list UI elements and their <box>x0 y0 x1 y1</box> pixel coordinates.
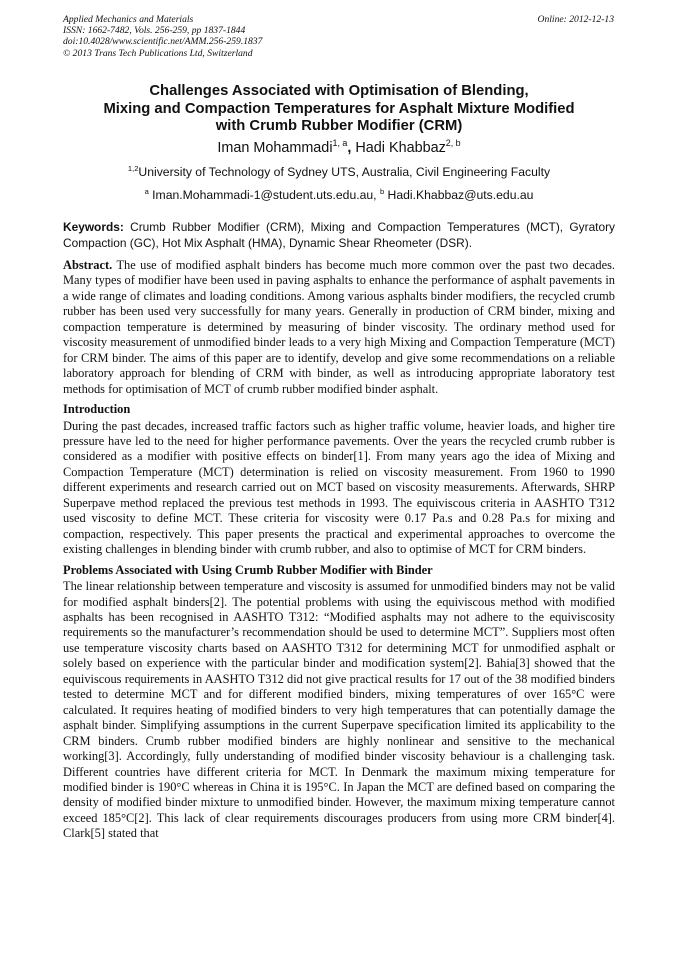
online-date: Online: 2012-12-13 <box>537 14 614 25</box>
doi-line: doi:10.4028/www.scientific.net/AMM.256-259.1837 <box>63 36 263 48</box>
introduction-paragraph: During the past decades, increased traffic factors such as higher traffic volume, heavier loads, and higher tire pressure have led to the need for higher performance pavements. Over the years the recycled crumb rubber is considered as a modifier with positive effects on binder[1]. From many years ago the idea of Mixing and Compaction Temperature (MCT) determination is relied on viscosity measurement. From 1960 to 1990 different experiments and research carried out on MCT based on viscosity measurements. Afterwards, SHRP Superpave method replaced the previous test methods in 1993. The equiviscous criteria in AASHTO T312 used viscosity to define MCT. These criteria for viscosity were 0.17 Pa.s and 0.28 Pa.s for mixing and compaction, respectively. This paper presents the practical and experimental approaches to overcome the existing challenges in blending binder with crumb rubber, and also to optimise of MCT for CRM binders. <box>63 418 615 557</box>
problems-heading: Problems Associated with Using Crumb Rubber Modifier with Binder <box>63 562 433 577</box>
problems-paragraph: The linear relationship between temperature and viscosity is assumed for unmodified binders may not be valid for modified asphalt binders[2]. The potential problems with using the equiviscous method with modified asphalts has been recognised in AASHTO T312: “Modified asphalts may not adhere to the equiviscosity requirements so the manufacturer’s recommendation should be used to determine MCT”. Suppliers most often use temperature viscosity charts based on AASHTO T312 for determining MCT for unmodified asphalt or solely based on experience with the particular binder and modification system[2]. Bahia[3] showed that the equiviscous requirements in AASHTO T312 did not give practical results for 17 out of the 38 modified binders tested to determine MCT and for different modified binders, mixing temperatures of over 165°C were calculated. It requires heating of modified binders to very high temperatures that can potentially damage the asphalt binder. Simplifying assumptions in the current Superpave specification limited its applicability to the CRM binders. Crumb rubber modified binders are highly nonlinear and sensitive to the mechanical working[3]. Accordingly, fully understanding of modified binder viscosity behaviour is a challenging task. Different countries have different criteria for MCT. In Denmark the maximum mixing temperature for modified binder is 190°C whereas in China it is 195°C. In Japan the MCT are defined based on comparing the density of modified binder mixture to unmodified binder. However, the maximum mixing temperature cannot exceed 185°C[2]. This lack of clear requirements discourages producers from using more CRM binder[4]. Clark[5] stated that <box>63 579 615 841</box>
email-a-mark: a <box>144 186 149 196</box>
author-1: Iman Mohammadi <box>217 140 333 156</box>
title-line-3: with Crumb Rubber Modifier (CRM) <box>215 118 463 134</box>
author-2: Hadi Khabbaz <box>355 140 446 156</box>
email-b: Hadi.Khabbaz@uts.edu.au <box>384 188 534 202</box>
abstract-paragraph <box>63 258 615 397</box>
keywords-text: Crumb Rubber Modifier (CRM), Mixing and Compaction Temperatures (MCT), Gyratory Compaction (GC), Hot Mix Asphalt (HMA), Dynamic Shear Rheometer (DSR). <box>63 220 615 250</box>
copyright-line: © 2013 Trans Tech Publications Ltd, Switzerland <box>63 47 253 59</box>
title-line-1: Challenges Associated with Optimisation of Blending, <box>149 83 529 99</box>
email-a: Iman.Mohammadi-1@student.uts.edu.au, <box>148 188 380 202</box>
issn-line: ISSN: 1662-7482, Vols. 256-259, pp 1837-1844 <box>63 25 246 37</box>
paper-body <box>63 258 615 842</box>
introduction-heading: Introduction <box>63 402 131 417</box>
journal-header <box>63 14 262 59</box>
affiliation <box>63 165 615 179</box>
keywords-label: Keywords: <box>63 220 124 234</box>
author-1-affiliation-mark: 1, a <box>332 138 348 149</box>
abstract-label: Abstract. <box>63 258 113 272</box>
author-list <box>63 140 615 156</box>
email-b-mark: b <box>379 186 385 196</box>
keywords <box>63 220 615 251</box>
author-2-affiliation-mark: 2, b <box>445 138 461 149</box>
author-emails <box>63 188 615 202</box>
paper-title <box>63 83 615 136</box>
affiliation-mark: 1,2 <box>127 163 139 173</box>
author-separator: , <box>347 140 356 156</box>
journal-name: Applied Mechanics and Materials <box>63 14 194 25</box>
title-line-2: Mixing and Compaction Temperatures for Asphalt Mixture Modified <box>103 100 575 117</box>
abstract-text: The use of modified asphalt binders has become much more common over the past two decades. Many types of modifier have been used in paving asphalts to enhance the performance of asphalt pavements in a wide range of climates and loading conditions. Among various asphalts binder modifiers, the recycled crumb rubber has been used very successfully for many years. Generally in production of CRM binder, mixing and compaction temperature is determined by measuring of binder viscosity. The ordinary method used for viscosity measurement of unmodified binder leads to a very high Mixing and Compaction Temperature (MCT) for CRM binder. The aims of this paper are to identify, develop and give some recommendations on a reliable laboratory approach for blending of CRM with binder, as well as introducing appropriate laboratory test methods for optimisation of MCT of crumb rubber modified binder asphalt. <box>63 258 615 396</box>
affiliation-text: University of Technology of Sydney UTS, Australia, Civil Engineering Faculty <box>138 165 551 179</box>
